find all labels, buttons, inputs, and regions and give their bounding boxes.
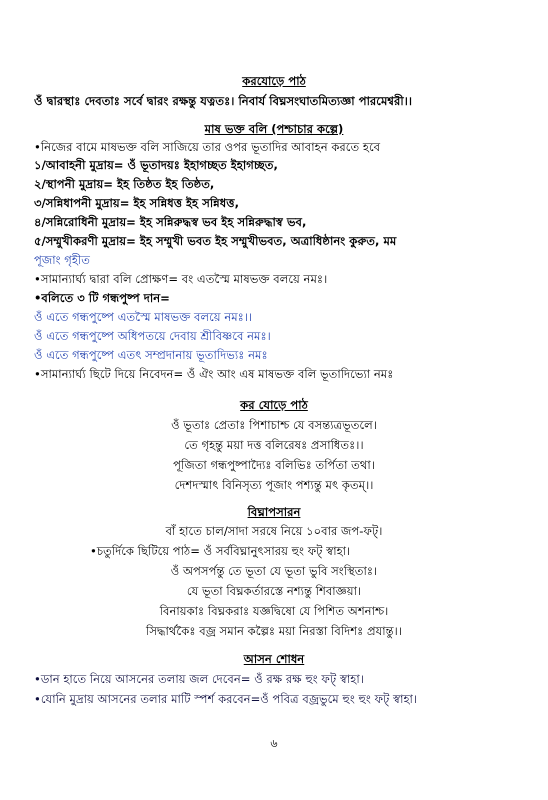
offering-line: ওঁ এতে গন্ধপুষ্পে অধিপতয়ে দেবায় শ্রীবিষ্ণবে নমঃ। [34, 329, 271, 343]
heading-mash-bhakta-bali: মাষ ভক্ত বলি (পশ্চাচার কল্পে) [204, 122, 344, 136]
instruction-line: •নিজের বামে মাষভক্ত বলি সাজিয়ে তার ওপর ভূতাদির আবাহন করতে হবে [34, 140, 381, 154]
offering-line: ওঁ এতে গন্ধপুষ্পে এতৎ সম্প্রদানায় ভূতাদিভ্যঃ নমঃ [34, 348, 268, 362]
mudra-line: ৩/সন্নিধাপনী মুদ্রায়= ইহ সন্নিধত্ত ইহ সন্নিধত্ত, [34, 196, 239, 210]
instruction-line: •যোনি মুদ্রায় আসনের তলার মাটি স্পর্শ করবেন=ওঁ পবিত্র বজ্রভুমে হুং হুং ফট্ স্বাহা। [34, 692, 418, 706]
instruction-line: •সামান্যার্ঘ্য ছিটে দিয়ে নিবেদন= ওঁ ঐং আং এষ মাষভক্ত বলি ভূতাদিভ্যো নমঃ [34, 367, 394, 381]
verse-line: দেশদস্মাৎ বিনিসৃত্য পূজাং পশ্যন্তু মৎ কৃতম্।। [174, 478, 374, 492]
verse-line: যে ভূতা বিঘ্নকর্তারস্তে নশ্যন্তু শিবাজ্ঞয়া। [186, 584, 362, 598]
offering-line: ওঁ এতে গন্ধপুষ্পে এতস্মৈ মাষভক্ত বলয়ে নমঃ।। [34, 310, 253, 324]
verse-line: বাঁ হাতে চাল/সাদা সরষে নিয়ে ১০বার জপ-ফট্। [165, 524, 383, 538]
mudra-line-continued: পূজাং গৃহীত [34, 253, 90, 267]
verse-line: সিদ্ধার্থকৈঃ বজ্র সমান কল্পৈঃ ময়া নিরস্তা বিদিশঃ প্রযান্তু।। [146, 624, 402, 638]
verse-line: ওঁ অপসর্পন্তু তে ভূতা যে ভূতা ভুবি সংস্থিতাঃ। [170, 564, 378, 578]
instruction-line: •চতুর্দিকে ছিটিয়ে পাঠ= ওঁ সর্ববিঘ্নানুৎসারয় হুং ফট্ স্বাহা। [90, 544, 351, 558]
mudra-line: ২/স্থাপনী মুদ্রায়= ইহ তিষ্ঠত ইহ তিষ্ঠত, [34, 177, 215, 191]
page-number: ৬ [270, 737, 278, 750]
heading-bighnapasaran: বিঘ্নাপসারন [247, 505, 301, 519]
mudra-line: ৪/সন্নিরোধিনী মুদ্রায়= ইহ সন্নিরুদ্ধস্ব ভব ইহ সন্নিরুদ্ধাস্ব ভব, [34, 215, 307, 229]
instruction-line: •ডান হাতে নিয়ে আসনের তলায় জল দেবেন= ওঁ রক্ষ রক্ষ হুং ফট্ স্বাহা। [34, 672, 364, 686]
instruction-line: •বলিতে ৩ টি গন্ধপুষ্প দান= [34, 291, 170, 305]
verse-line: পূজিতা গন্ধপুষ্পাদ্যৈঃ বলিভিঃ তর্পিতা তথা। [173, 458, 375, 472]
mudra-line: ৫/সম্মুখীকরণী মুদ্রায়= ইহ সম্মুখী ভবত ইহ সম্মুখীভবত, অত্রাধিষ্ঠানং কুরুত, মম [34, 234, 397, 248]
verse-line: বিনায়কাঃ বিঘ্নকরাঃ যজ্ঞদ্বিষো যে পিশিত অশনাশ্চ। [159, 604, 389, 618]
heading-karajore-path: করযোড়ে পাঠ [242, 74, 306, 88]
heading-asan-shodhan: আসন শোধন [243, 652, 305, 666]
heading-kar-jore-path: কর যোড়ে পাঠ [240, 398, 308, 412]
verse-line: ওঁ ভূতাঃ প্রেতাঃ পিশাচাশ্চ যে বসন্ত্যত্রভূতলে। [171, 418, 377, 432]
mudra-line: ১/আবাহনী মুদ্রায়= ওঁ ভূতাদয়ঃ ইহাগচ্ছত ইহাগচ্ছত, [34, 158, 278, 172]
verse-line: তে গৃহন্তু ময়া দত্ত বলিরেষঃ প্রসাধিতঃ।। [184, 438, 364, 452]
mantra-line: ওঁ দ্বারস্থাঃ দেবতাঃ সর্বে দ্বারং রক্ষন্তু যত্নতঃ। নিবার্য বিঘ্নসংঘাতমিত্যজ্ঞা পারমেশ্বরী।। [34, 94, 413, 108]
instruction-line: •সামান্যার্ঘ্য দ্বারা বলি প্রোক্ষণ= বং এতস্মৈ মাষভক্ত বলয়ে নমঃ। [34, 272, 328, 286]
